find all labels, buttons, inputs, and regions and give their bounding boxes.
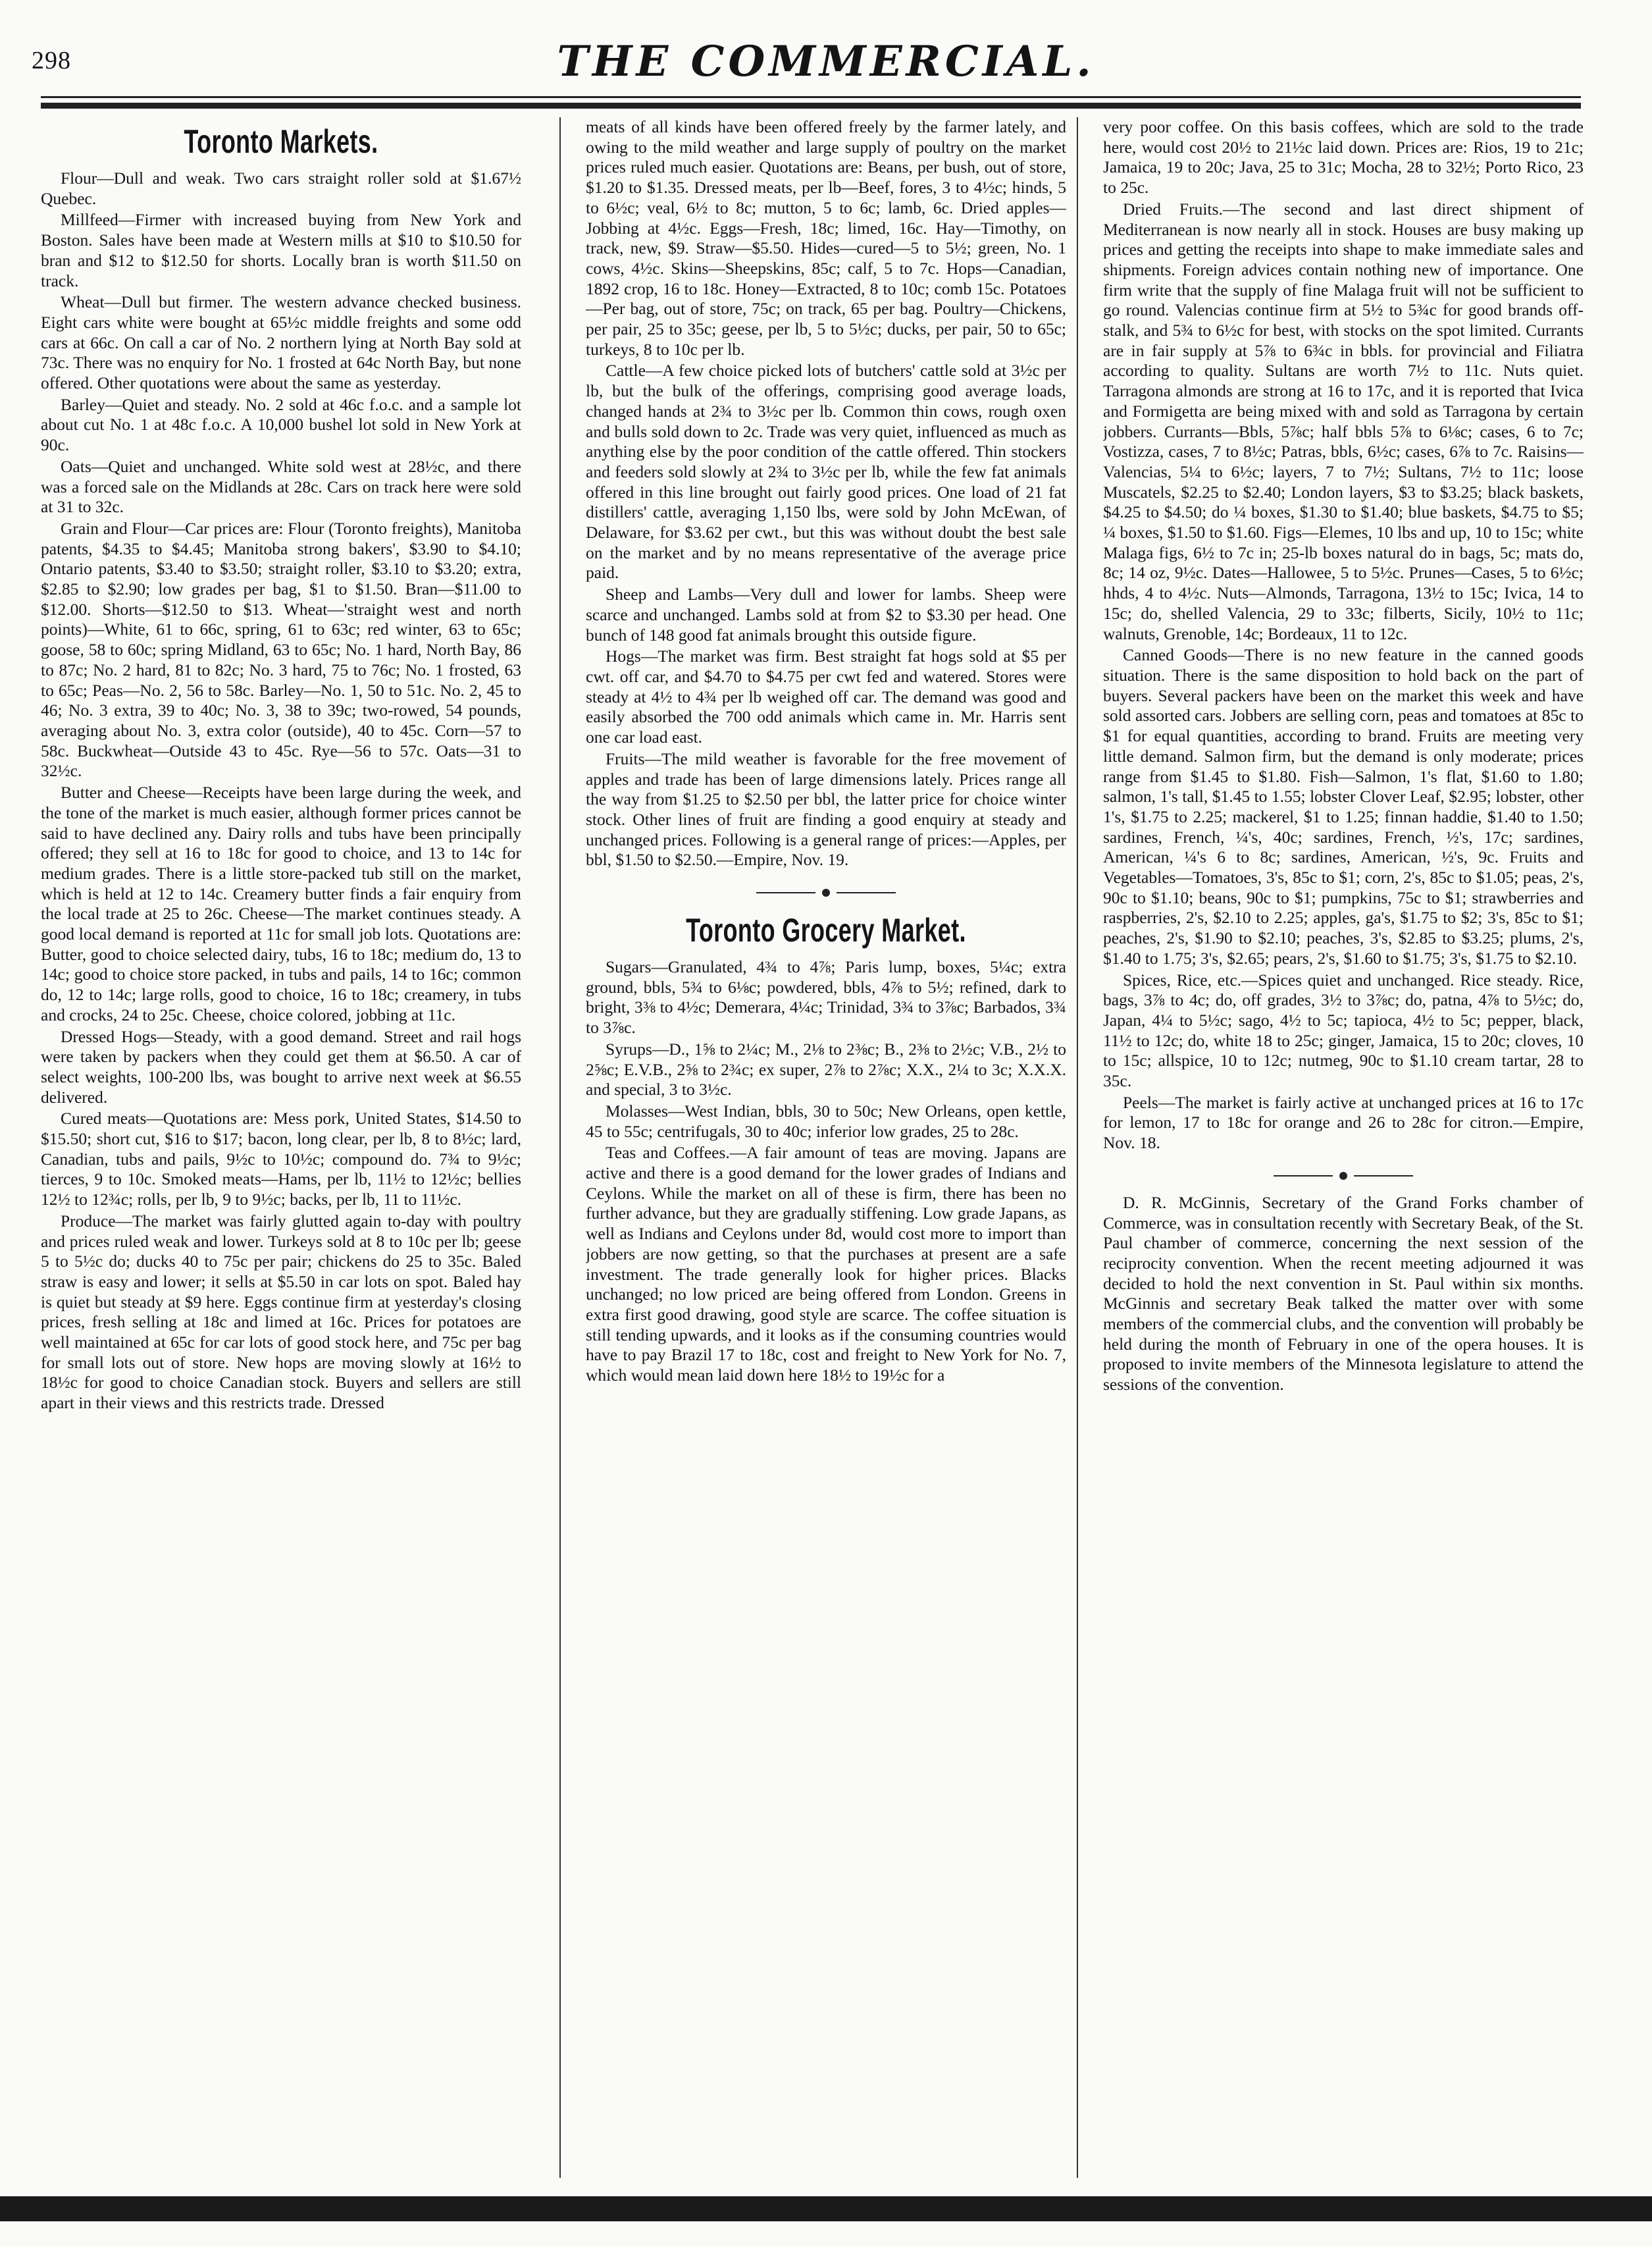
paragraph-fruits: Fruits—The mild weather is favorable for the free movement of apples and trade has been of large dimensions lately. Prices range all the way from $1.25 to $2.50 per bbl, the latter price for choice winter stock. Other lines of fruit are finding a good enquiry at steady and unchanged prices. Following is a general range of prices:—Apples, per bbl, $1.50 to $2.50.—Empire, Nov. 19. <box>586 749 1066 870</box>
header-rule-top <box>41 96 1581 98</box>
paragraph-syrups: Syrups—D., 1⅝ to 2¼c; M., 2⅛ to 2⅜c; B., 2⅜ to 2½c; V.B., 2½ to 2⅝c; E.V.B., 2⅝ to 2¾c; ex super, 2⅞ to 2⅞c; X.X., 2¼ to 3c; X.X.X. and special, 3 to 3½c. <box>586 1039 1066 1099</box>
paragraph-flour: Flour—Dull and weak. Two cars straight roller sold at $1.67½ Quebec. <box>41 169 521 208</box>
paragraph-hogs: Hogs—The market was firm. Best straight fat hogs sold at $5 per cwt. off car, and $4.70 to $4.75 per cwt fed and watered. Stores were steady at 4½ to 4¾ per lb weighed off car. The demand was good and easily absorbed the 700 odd animals which came in. Mr. Harris sent one car load east. <box>586 647 1066 747</box>
paragraph-peels: Peels—The market is fairly active at unchanged prices at 16 to 17c for lemon, 17 to 18c for orange and 26 to 28c for citron.—Empire, Nov. 18. <box>1103 1092 1584 1153</box>
section-separator <box>1103 1172 1584 1180</box>
column-2 <box>586 117 1066 2178</box>
paragraph-sheep-lambs: Sheep and Lambs—Very dull and lower for lambs. Sheep were scarce and unchanged. Lambs sold at from $2 to $3.30 per head. One bunch of 148 good fat animals brought this outside figure. <box>586 585 1066 645</box>
masthead-title: THE COMMERCIAL. <box>557 37 1095 86</box>
paragraph-cattle: Cattle—A few choice picked lots of butchers' cattle sold at 3½c per lb, but the bulk of the offerings, comprising good average loads, changed hands at 2¾ to 3½c per lb. Common thin cows, rough oxen and bulls sold down to 2c. Trade was very quiet, influenced as much as anything else by the poor condition of the cattle offered. Thin stockers and feeders sold slowly at 2¾ to 3½c per lb, while the few fat animals offered in this line brought out fairly good prices. One load of 21 fat distillers' cattle, averaging 1,150 lbs, were sold by John McEwan, of Delaware, for $3.62 per cwt., but this was without doubt the best sale on the market and by no means representative of the average price paid. <box>586 361 1066 583</box>
header-rule-bottom <box>41 103 1581 109</box>
paragraph-dried-fruits: Dried Fruits.—The second and last direct shipment of Mediterranean is now nearly all in stock. Houses are busy making up prices and getting the receipts into shape to make immediate sales and shipments. Foreign advices contain nothing new of importance. One firm write that the supply of fine Malaga fruit will not be sufficient to go round. Valencias continue firm at 5½ to 5¾c for good brands off-stalk, and 5¾ to 6½c for best, with stocks on the spot limited. Currants are in fair supply at 5⅞ to 6¾c in bbls. for provincial and Filiatra according to quality. Sultans are worth 7½ to 11c. Nuts quiet. Tarragona almonds are strong at 16 to 17c, and it is reported that Ivica and Formigetta are being mixed with and sold as Tarragona by certain jobbers. Currants—Bbls, 5⅞c; half bbls 5⅞ to 6⅛c; cases, 6 to 7c; Vostizza, cases, 7 to 8½c; Patras, bbls, 6½c; cases, 6⅞ to 7c. Raisins—Valencias, 5¼ to 6½c; layers, 7 to 7½; Sultans, 7½ to 11c; loose Muscatels, $2.25 to $2.40; London layers, $3 to $3.25; black baskets, $4.25 to $4.50; do ¼ boxes, $1.30 to $1.40; blue baskets, $4.75 to $5; ¼ boxes, $1.50 to $1.60. Figs—Elemes, 10 lbs and up, 10 to 15c; white Malaga figs, 6½ to 7c in; 25-lb boxes natural do in bags, 5c; mats do, 8c; 14 oz, 9½c. Dates—Hallowee, 5 to 5½c. Prunes—Cases, 5 to 6½c; hhds, 4 to 4½c. Nuts—Almonds, Tarragona, 13½ to 15c; Ivica, 14 to 15c; do, shelled Valencia, 29 to 33c; filberts, Sicily, 10½ to 11c; walnuts, Grenoble, 14c; Bordeaux, 11 to 12c. <box>1103 199 1584 643</box>
paragraph-dressed-hogs: Dressed Hogs—Steady, with a good demand. Street and rail hogs were taken by packers when they could get them at $6.50. A car of select weights, 100-200 lbs, was bought to arrive next week at $6.55 delivered. <box>41 1026 521 1107</box>
paragraph-spices-rice: Spices, Rice, etc.—Spices quiet and unchanged. Rice steady. Rice, bags, 3⅞ to 4c; do, off grades, 3½ to 3⅞c; do, patna, 4⅞ to 5½c; do, Japan, 4¼ to 5½c; sago, 4½ to 5c; tapioca, 4½ to 5c; pepper, black, 11½ to 12c; do, white 18 to 25c; ginger, Jamaica, 15 to 20c; cloves, 10 to 15c; allspice, 10 to 12c; nutmeg, 90c to $1.10 cream tartar, 28 to 35c. <box>1103 970 1584 1091</box>
section-heading-toronto-markets: Toronto Markets. <box>184 123 378 160</box>
column-divider-right <box>1077 117 1078 2178</box>
page-bottom-border <box>0 2196 1652 2221</box>
paragraph-produce: Produce—The market was fairly glutted again to-day with poultry and prices ruled weak and lower. Turkeys sold at 8 to 10c per lb; geese 5 to 5½c do; ducks 40 to 75c per pair; chickens do 25 to 35c. Baled straw is easy and lower; it sells at $5.50 in car lots on spot. Baled hay is quiet but steady at $9 here. Eggs continue firm at yesterday's closing prices, fresh selling at 18c and limed at 16c. Prices for potatoes are well maintained at 65c for car lots of good stock here, and 75c per bag for small lots out of store. New hops are moving slowly at 16½ to 18½c for good to choice Canadian stock. Buyers and sellers are still apart in their views and this restricts trade. Dressed <box>41 1211 521 1413</box>
section-separator <box>586 889 1066 897</box>
paragraph-butter-cheese: Butter and Cheese—Receipts have been large during the week, and the tone of the market is much easier, although former prices cannot be said to have declined any. Dairy rolls and tubs have been principally offered; they sell at 16 to 18c for good to choice, and 13 to 14c for medium grades. There is a little store-packed tub still on the market, which is held at 12 to 14c. Creamery butter finds a fair enquiry from the local trade at 25 to 26c. Cheese—The market continues steady. A good local demand is reported at 11c for small job lots. Quotations are: Butter, good to choice selected dairy, tubs, 16 to 18c; medium do, 13 to 14c; good to choice store packed, in tubs and pails, 14 to 16c; common do, 12 to 14c; large rolls, good to choice, 16 to 18c; creamery, in tubs and crocks, 24 to 25c. Cheese, choice colored, jobbing at 11c. <box>41 783 521 1024</box>
paragraph-cured-meats: Cured meats—Quotations are: Mess pork, United States, $14.50 to $15.50; short cut, $16 to $17; bacon, long clear, per lb, 8 to 8½c; lard, Canadian, tubs and pails, 9½c to 10½c; compound do. 7¾ to 9½c; tierces, 9 to 10c. Smoked meats—Hams, per lb, 11½ to 12½c; bellies 12½ to 12¾c; rolls, per lb, 9 to 9½c; backs, per lb, 11 to 11½c. <box>41 1109 521 1209</box>
paragraph-oats: Oats—Quiet and unchanged. White sold west at 28½c, and there was a forced sale on the Midlands at 28c. Cars on track here were sold at 31 to 32c. <box>41 456 521 517</box>
paragraph-millfeed: Millfeed—Firmer with increased buying from New York and Boston. Sales have been made at Western mills at $10 to $10.50 for bran and $12 to $12.50 for shorts. Locally bran is worth $11.50 on track. <box>41 210 521 290</box>
paragraph-meats-continued: meats of all kinds have been offered freely by the farmer lately, and owing to the mild weather and large supply of poultry on the market prices ruled much easier. Quotations are: Beans, per bush, out of store, $1.20 to $1.35. Dressed meats, per lb—Beef, fores, 3 to 4½c; hinds, 5 to 6½c; veal, 6½ to 8c; mutton, 5 to 6c; lamb, 6c. Dried apples—Jobbing at 4½c. Eggs—Fresh, 18c; limed, 16c. Hay—Timothy, on track, new, $9. Straw—$5.50. Hides—cured—5 to 5½; green, No. 1 cows, 4½c. Skins—Sheepskins, 85c; calf, 5 to 7c. Hops—Canadian, 1892 crop, 16 to 18c. Honey—Extracted, 8 to 10c; comb 15c. Potatoes—Per bag, out of store, 75c; on track, 65 per bag. Poultry—Chickens, per pair, 25 to 35c; geese, per lb, 5 to 5½c; ducks, per pair, 50 to 65c; turkeys, 8 to 10c per lb. <box>586 117 1066 359</box>
paragraph-canned-goods: Canned Goods—There is no new feature in the canned goods situation. There is the same disposition to hold back on the part of buyers. Several packers have been on the market this week and have sold assorted cars. Jobbers are selling corn, peas and tomatoes at 85c to $1 for equal quantities, according to brand. Fruits are meeting very little demand. Salmon firm, but the demand is only moderate; prices range from $1.45 to $1.80. Fish—Salmon, 1's flat, $1.60 to 1.80; salmon, 1's tall, $1.45 to 1.55; lobster Clover Leaf, $2.95; lobster, other 1's, $1.75 to 2.25; mackerel, $1 to 1.25; finnan haddie, $1.40 to 1.50; sardines, French, ¼'s, 40c; sardines, French, ½'s, 17c; sardines, American, ¼'s 6 to 8c; sardines, American, ½'s, 9c. Fruits and Vegetables—Tomatoes, 3's, 85c to $1; corn, 2's, 85c to $1.05; peas, 2's, 90c to $1.10; beans, 90c to $1; pumpkins, 75c to $1; strawberries and raspberries, 2's, $2.10 to 2.25; apples, ga's, $1.75 to $2; 3's, 85c to $1; peaches, 2's, $1.90 to $2.10; peaches, 3's, $2.85 to $3.25; plums, 2's, $1.40 to 1.75; 3's, $2.65; pears, 2's, $1.60 to $1.75; 3's, $1.75 to $2.10. <box>1103 645 1584 968</box>
paragraph-grain-flour: Grain and Flour—Car prices are: Flour (Toronto freights), Manitoba patents, $4.35 to $4.45; Manitoba strong bakers', $3.90 to $4.10; Ontario patents, $3.40 to $3.50; straight roller, $3.10 to $3.20; extra, $2.85 to $2.90; low grades per bag, $1 to $1.50. Bran—$11.00 to $12.00. Shorts—$12.50 to $13. Wheat—'straight west and north points)—White, 61 to 66c, spring, 61 to 63c; red winter, 63 to 65c; goose, 58 to 60c; spring Midland, 63 to 65c; No. 1 hard, North Bay, 86 to 87c; No. 2 hard, 81 to 82c; No. 3 hard, 75 to 76c; No. 1 frosted, 63 to 65c; Peas—No. 2, 56 to 58c. Barley—No. 1, 50 to 51c. No. 2, 45 to 46; No. 3 extra, 39 to 40c; No. 3, 38 to 39c; two-rowed, 54 pounds, averaging about No. 3, extra color (outside), 40 to 45c. Corn—57 to 58c. Buckwheat—Outside 43 to 45c. Rye—56 to 57c. Oats—31 to 32½c. <box>41 518 521 781</box>
paragraph-molasses: Molasses—West Indian, bbls, 30 to 50c; New Orleans, open kettle, 45 to 55c; centrifugals, 30 to 40c; inferior low grades, 25 to 28c. <box>586 1101 1066 1141</box>
paragraph-teas-coffees: Teas and Coffees.—A fair amount of teas are moving. Japans are active and there is a good demand for the lower grades of Indians and Ceylons. While the market on all of these is firm, there has been no further advance, but they are gradually stiffening. Low grade Japans, as well as Indians and Ceylons under 8d, would cost more to import than jobbers are now getting, so that the purchases at present are a safe investment. The trade generally look for higher prices. Blacks unchanged; no low priced are being offered from London. Greens in extra first good drawing, good style are scarce. The coffee situation is still tending upwards, and it looks as if the consuming countries would have to pay Brazil 17 to 18c, cost and freight to New York for No. 7, which would mean laid down here 18½ to 19½c for a <box>586 1143 1066 1385</box>
paragraph-reciprocity-convention: D. R. McGinnis, Secretary of the Grand Forks chamber of Commerce, was in consultation recently with Secretary Beak, of the St. Paul chamber of commerce, concerning the next session of the reciprocity convention. When the recent meeting adjourned it was decided to hold the next convention in St. Paul within six months. McGinnis and secretary Beak talked the matter over with some members of the commercial clubs, and the convention will probably be held during the month of February in one of the opera houses. It is proposed to invite members of the Minnesota legislature to attend the sessions of the convention. <box>1103 1192 1584 1394</box>
page-number: 298 <box>32 47 71 74</box>
paragraph-coffee-continued: very poor coffee. On this basis coffees, which are sold to the trade here, would cost 20½ to 21½c laid down. Prices are: Rios, 19 to 21c; Jamaica, 19 to 20c; Java, 25 to 31c; Mocha, 28 to 32½; Porto Rico, 23 to 25c. <box>1103 117 1584 198</box>
paragraph-barley: Barley—Quiet and steady. No. 2 sold at 46c f.o.c. and a sample lot about cut No. 1 at 48c f.o.c. A 10,000 bushel lot sold in New York at 90c. <box>41 394 521 455</box>
paragraph-sugars: Sugars—Granulated, 4¾ to 4⅞; Paris lump, boxes, 5¼c; extra ground, bbls, 5¾ to 6⅛c; powdered, bbls, 4⅞ to 5½; refined, dark to bright, 3⅜ to 4½c; Demerara, 4¼c; Trinidad, 3¾ to 3⅞c; Barbados, 3¾ to 3⅞c. <box>586 957 1066 1038</box>
column-3 <box>1103 117 1584 2178</box>
section-heading-grocery-market: Toronto Grocery Market. <box>686 912 966 949</box>
column-divider-left <box>559 117 561 2178</box>
paragraph-wheat: Wheat—Dull but firmer. The western advance checked business. Eight cars white were bought at 65½c middle freights and some odd cars at 66c. On call a car of No. 2 northern lying at North Bay sold at 73c. There was no enquiry for No. 1 frosted at 64c North Bay, but none offered. Other quotations were about the same as yesterday. <box>41 292 521 393</box>
column-1 <box>41 117 521 2178</box>
